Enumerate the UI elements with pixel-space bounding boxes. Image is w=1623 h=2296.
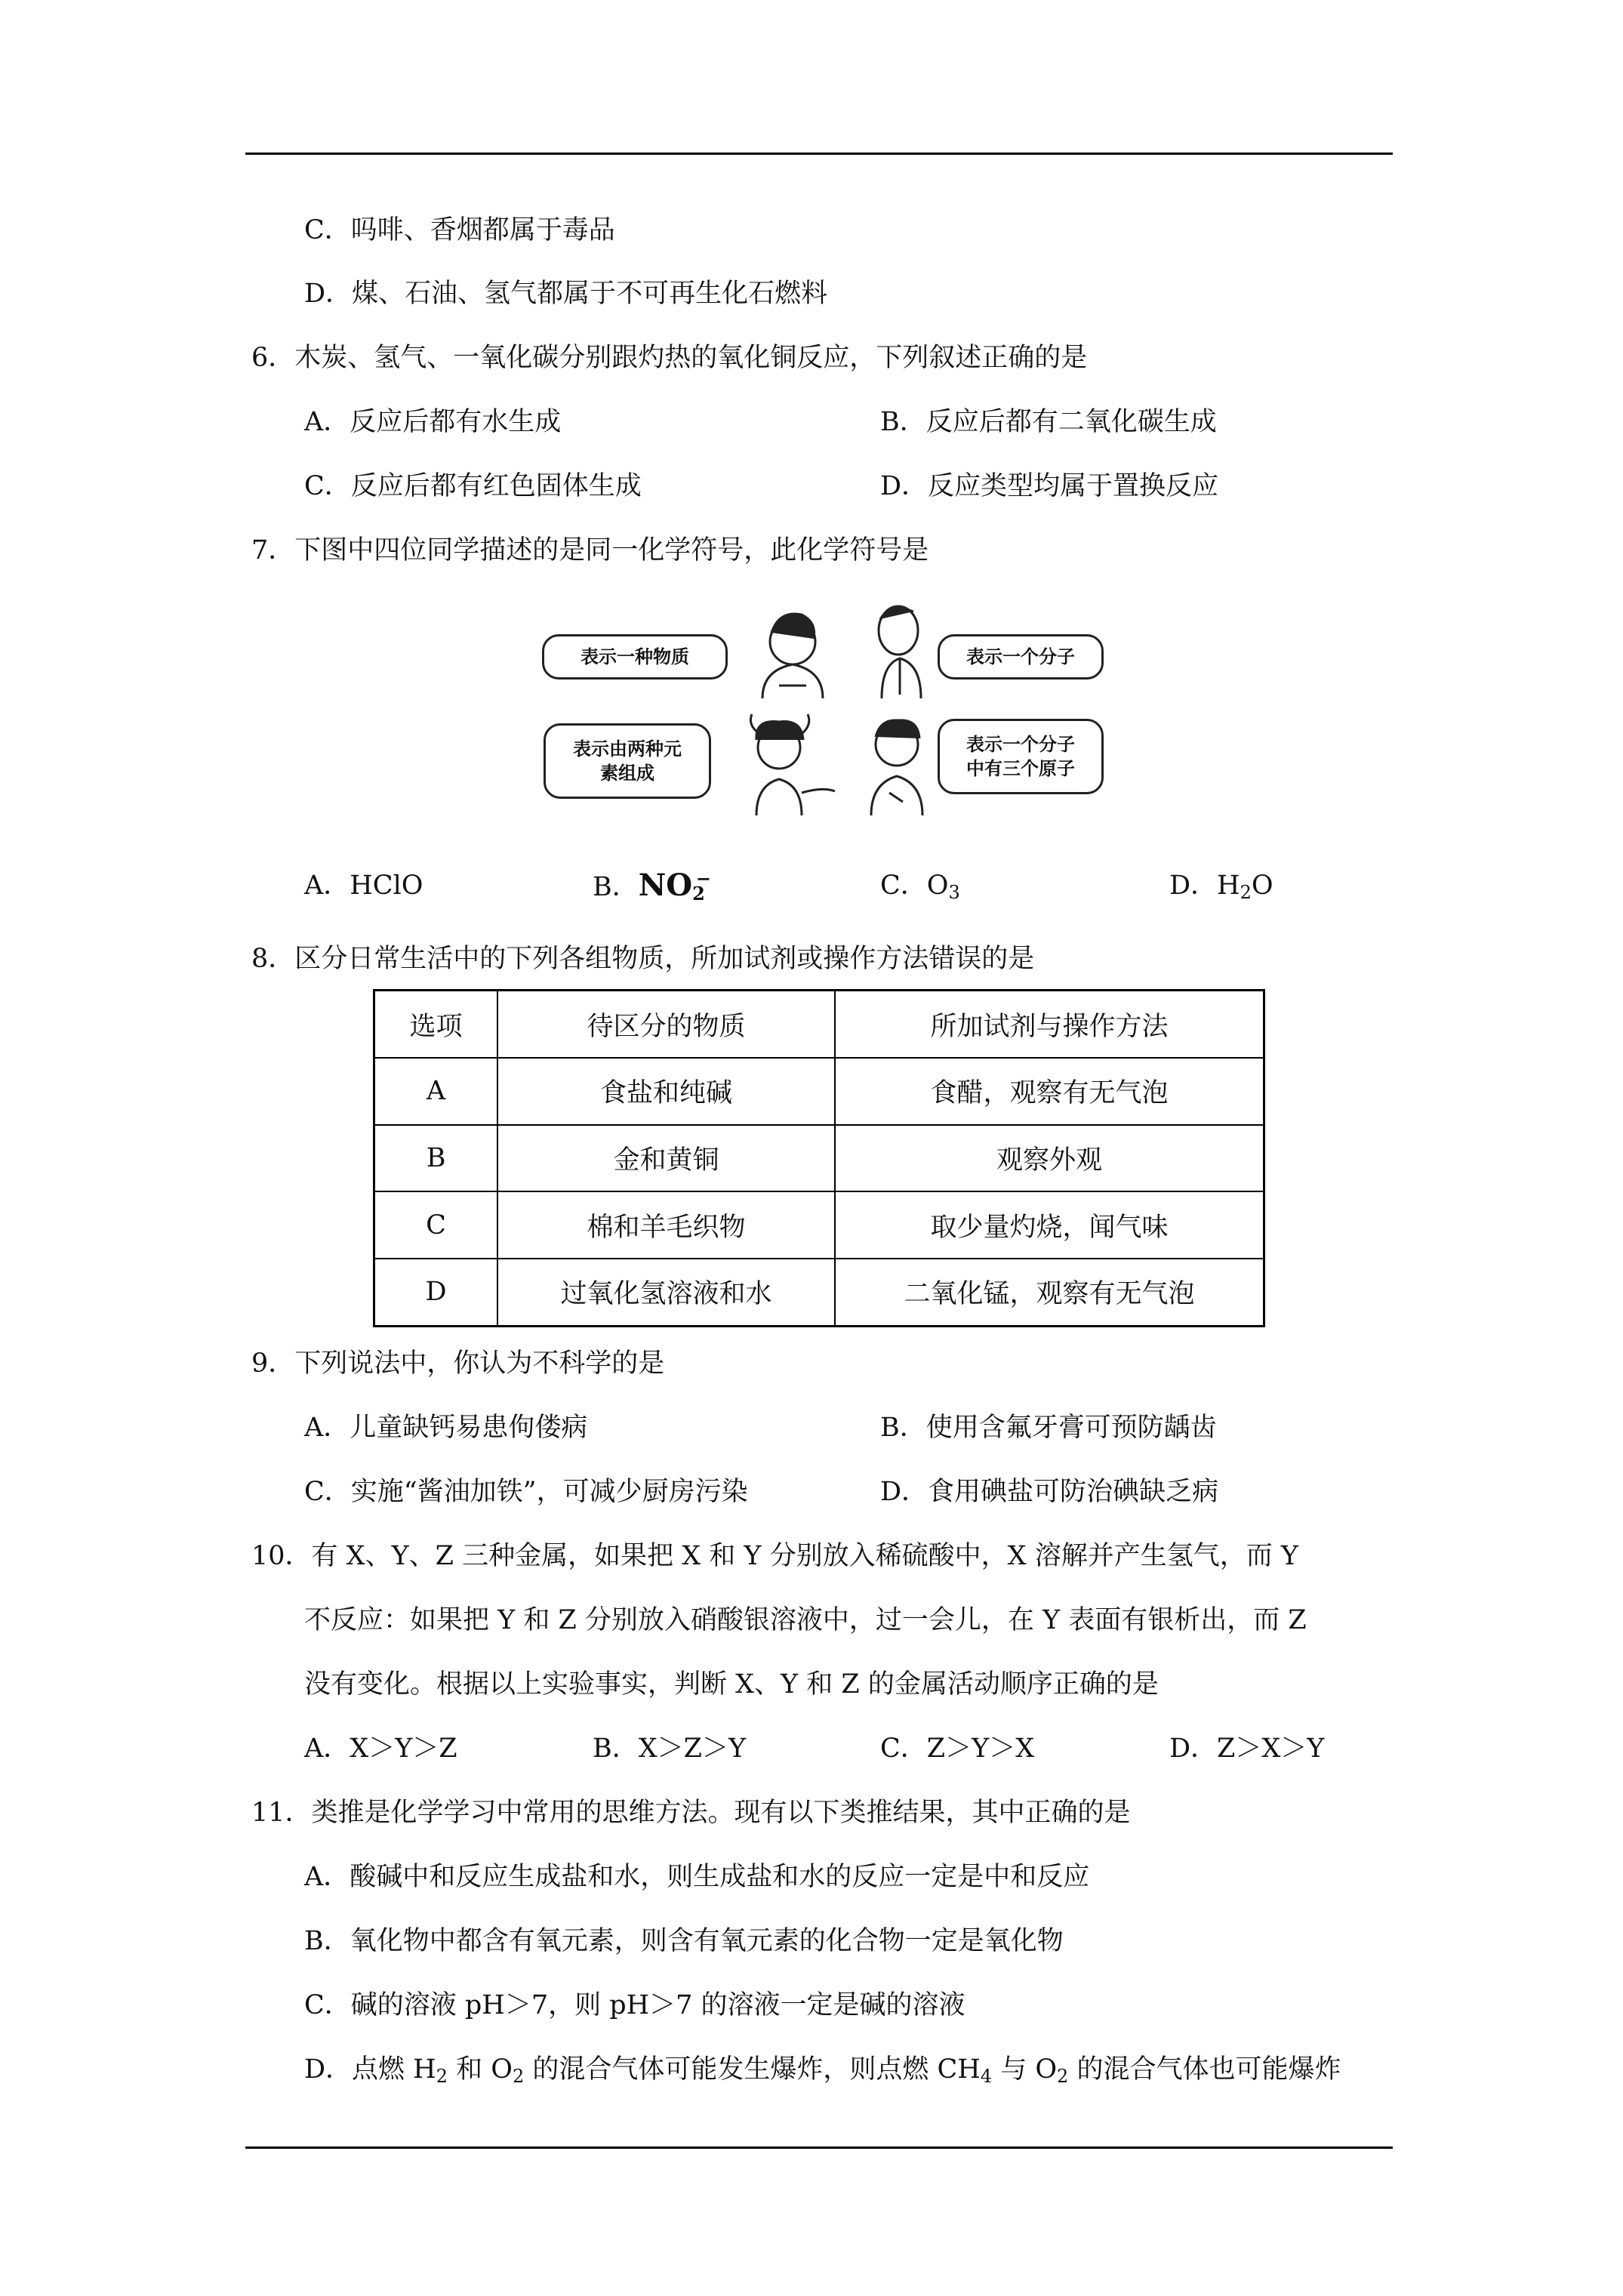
q11-option-d: D．点燃 $H_2$ 和 $O_2$ 的混合气体可能发生爆炸，则点燃 $CH_4$ 与 $O_2$ 的混合气体也可能爆炸 xyxy=(304,2054,1341,2087)
q10-option-a: A．X＞Y＞Z xyxy=(304,1734,457,1764)
q9-option-a: A．儿童缺钙易患佝偻病 xyxy=(304,1413,588,1443)
header-option: 选项 xyxy=(374,991,498,1059)
q10-stem-line-3: 没有变化。根据以上实验事实，判断 X、Y 和 Z 的金属活动顺序正确的是 xyxy=(304,1669,1159,1700)
table-header-row xyxy=(374,991,1264,1059)
cell-substances: 金和黄铜 xyxy=(497,1125,835,1192)
q11-stem: 11．类推是化学学习中常用的思维方法。现有以下类推结果，其中正确的是 xyxy=(251,1798,1131,1828)
q7-stem: 7．下图中四位同学描述的是同一化学符号，此化学符号是 xyxy=(251,535,929,566)
table-row xyxy=(374,1259,1264,1327)
q7-illustration xyxy=(536,589,1110,838)
cell-substances: 过氧化氢溶液和水 xyxy=(497,1259,835,1327)
q11-option-a: A．酸碱中和反应生成盐和水，则生成盐和水的反应一定是中和反应 xyxy=(304,1862,1090,1892)
speech-bubble-1: 表示一种物质 xyxy=(542,634,728,680)
no2-formula: $NO_2^-$ xyxy=(638,868,711,905)
q10-option-c: C．Z＞Y＞X xyxy=(880,1734,1035,1764)
student-2-figure xyxy=(879,606,921,698)
q6-option-d: D．反应类型均属于置换反应 xyxy=(880,471,1219,501)
top-rule xyxy=(245,153,1393,155)
cell-method: 二氧化锰，观察有无气泡 xyxy=(835,1259,1264,1327)
q5-option-c: C．吗啡、香烟都属于毒品 xyxy=(304,215,615,245)
q10-option-d: D．Z＞X＞Y xyxy=(1169,1734,1325,1764)
q11-option-c: C．碱的溶液 pH＞7，则 pH＞7 的溶液一定是碱的溶液 xyxy=(304,1990,965,2020)
cell-option: A xyxy=(374,1058,498,1125)
q10-option-b: B．X＞Z＞Y xyxy=(593,1734,747,1764)
q10-stem-line-1: 10．有 X、Y、Z 三种金属，如果把 X 和 Y 分别放入稀硫酸中，X 溶解并产生氢气，而 Y xyxy=(251,1541,1298,1571)
bottom-rule xyxy=(245,2147,1393,2149)
cell-option: D xyxy=(374,1259,498,1327)
q6-option-c: C．反应后都有红色固体生成 xyxy=(304,471,642,501)
q5-option-d: D．煤、石油、氢气都属于不可再生化石燃料 xyxy=(304,279,828,309)
q7-option-d: D．$H_2O$ xyxy=(1169,871,1273,903)
q9-option-d: D．食用碘盐可防治碘缺乏病 xyxy=(880,1477,1219,1507)
q9-stem: 9．下列说法中，你认为不科学的是 xyxy=(251,1348,665,1379)
q11-option-b: B．氧化物中都含有氧元素，则含有氧元素的化合物一定是氧化物 xyxy=(304,1926,1064,1956)
q6-option-b: B．反应后都有二氧化碳生成 xyxy=(880,407,1217,437)
cell-method: 取少量灼烧，闻气味 xyxy=(835,1191,1264,1259)
speech-bubble-3: 表示由两种元 素组成 xyxy=(544,723,711,799)
table-row xyxy=(374,1191,1264,1259)
q8-table xyxy=(373,989,1265,1327)
cell-option: B xyxy=(374,1125,498,1192)
table-row xyxy=(374,1058,1264,1125)
q7-option-b: B．$NO_2^-$ xyxy=(593,868,711,905)
q7-option-a: A．HClO xyxy=(304,871,423,901)
cell-substances: 食盐和纯碱 xyxy=(497,1058,835,1125)
q9-option-c: C．实施“酱油加铁”，可减少厨房污染 xyxy=(304,1477,748,1507)
student-3-figure xyxy=(750,714,835,815)
header-method: 所加试剂与操作方法 xyxy=(835,991,1264,1059)
q6-option-a: A．反应后都有水生成 xyxy=(304,407,562,437)
student-1-figure xyxy=(762,614,823,698)
q6-stem: 6．木炭、氢气、一氧化碳分别跟灼热的氧化铜反应，下列叙述正确的是 xyxy=(251,343,1088,373)
table-row xyxy=(374,1125,1264,1192)
cell-substances: 棉和羊毛织物 xyxy=(497,1191,835,1259)
q8-stem: 8．区分日常生活中的下列各组物质，所加试剂或操作方法错误的是 xyxy=(251,944,1035,974)
header-substances: 待区分的物质 xyxy=(497,991,835,1059)
q10-stem-line-2: 不反应：如果把 Y 和 Z 分别放入硝酸银溶液中，过一会儿，在 Y 表面有银析出，而 Z xyxy=(304,1605,1307,1635)
cell-option: C xyxy=(374,1191,498,1259)
student-4-figure xyxy=(871,720,922,815)
cell-method: 观察外观 xyxy=(835,1125,1264,1192)
speech-bubble-4: 表示一个分子 中有三个原子 xyxy=(938,719,1104,794)
q9-option-b: B．使用含氟牙膏可预防龋齿 xyxy=(880,1413,1217,1443)
q7-option-c: C．$O_3$ xyxy=(880,871,960,903)
students-drawing xyxy=(536,589,1110,838)
speech-bubble-2: 表示一个分子 xyxy=(938,634,1104,680)
cell-method: 食醋，观察有无气泡 xyxy=(835,1058,1264,1125)
